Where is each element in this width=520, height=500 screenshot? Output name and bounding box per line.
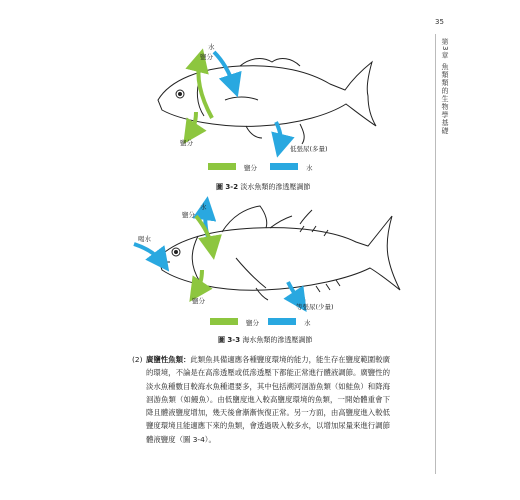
- fig1-caption-text: 淡水魚類的滲透壓調節: [240, 183, 311, 191]
- fig1-caption: [216, 182, 310, 192]
- fig2-caption: [218, 335, 312, 345]
- urine-out-arrow-2: [288, 282, 300, 302]
- paragraph-heading: 廣鹽性魚類：: [146, 355, 191, 364]
- fig1-label-water-top: 水: [208, 43, 215, 51]
- fig1-legend-salt-label: 鹽分: [244, 164, 257, 172]
- fig1-label-salt-top: 鹽分: [200, 53, 213, 61]
- fig2-legend-water-label: 水: [304, 319, 311, 327]
- fig2-caption-number: 圖 3-3: [218, 336, 241, 344]
- paragraph-body: 此類魚具備適應各種鹽度環境的能力，能生存在鹽度範圍較廣的環境，不論是在高滲透壓或低滲透壓下都能正常進行體液調節。廣鹽性的淡水魚種數目較海水魚種還要多，其中包括溯河洄游魚類（如鮭魚）和降海洄游魚類（如鰻魚）。由低鹽度進入較高鹽度環境的魚類，一開始體重會下降且體液鹽度增加，幾天後會漸漸恢復正常。另一方面，由高鹽度進入較低鹽度環境且能適應下來的魚類，會透過吸入較多水，以增加尿量來進行調節體液鹽度（圖 3-4）。: [146, 355, 390, 444]
- fig1-caption-number: 圖 3-2: [216, 183, 239, 191]
- chapter-side-tab: 第3章 魚類類的生物學基礎: [441, 38, 449, 135]
- salt-in-arrow: [190, 112, 196, 134]
- fig2-legend-water-swatch: [268, 318, 296, 325]
- salt-out-arrow-2: [196, 270, 202, 292]
- fig2-legend-salt-swatch: [210, 318, 238, 325]
- fig1-legend-salt-swatch: [208, 163, 236, 170]
- fig2-legend-salt-label: 鹽分: [246, 319, 259, 327]
- fig1-label-salt-bottom: 鹽分: [180, 139, 193, 147]
- paragraph-number: (2): [132, 355, 143, 364]
- drink-water-arrow: [134, 244, 162, 262]
- page-number: 35: [435, 18, 444, 26]
- fig2-caption-text: 海水魚類的滲透壓調節: [242, 336, 313, 344]
- fig2-label-water-top: 水: [200, 203, 207, 211]
- marine-fish-drawing: [158, 206, 400, 304]
- urine-out-arrow: [276, 122, 281, 146]
- fig1-legend-water-swatch: [270, 163, 298, 170]
- fig2-label-drink: 喝水: [138, 235, 151, 243]
- water-in-arrow: [214, 52, 234, 86]
- fig1-label-urine: 低張尿(多量): [290, 145, 328, 153]
- fig2-label-salt-bottom: 鹽分: [192, 297, 205, 305]
- body-paragraph: [146, 353, 390, 446]
- fig1-legend-water-label: 水: [306, 164, 313, 172]
- fig2-label-urine: 等張尿(少量): [296, 303, 334, 311]
- fig2-label-salt-top: 鹽分: [182, 211, 195, 219]
